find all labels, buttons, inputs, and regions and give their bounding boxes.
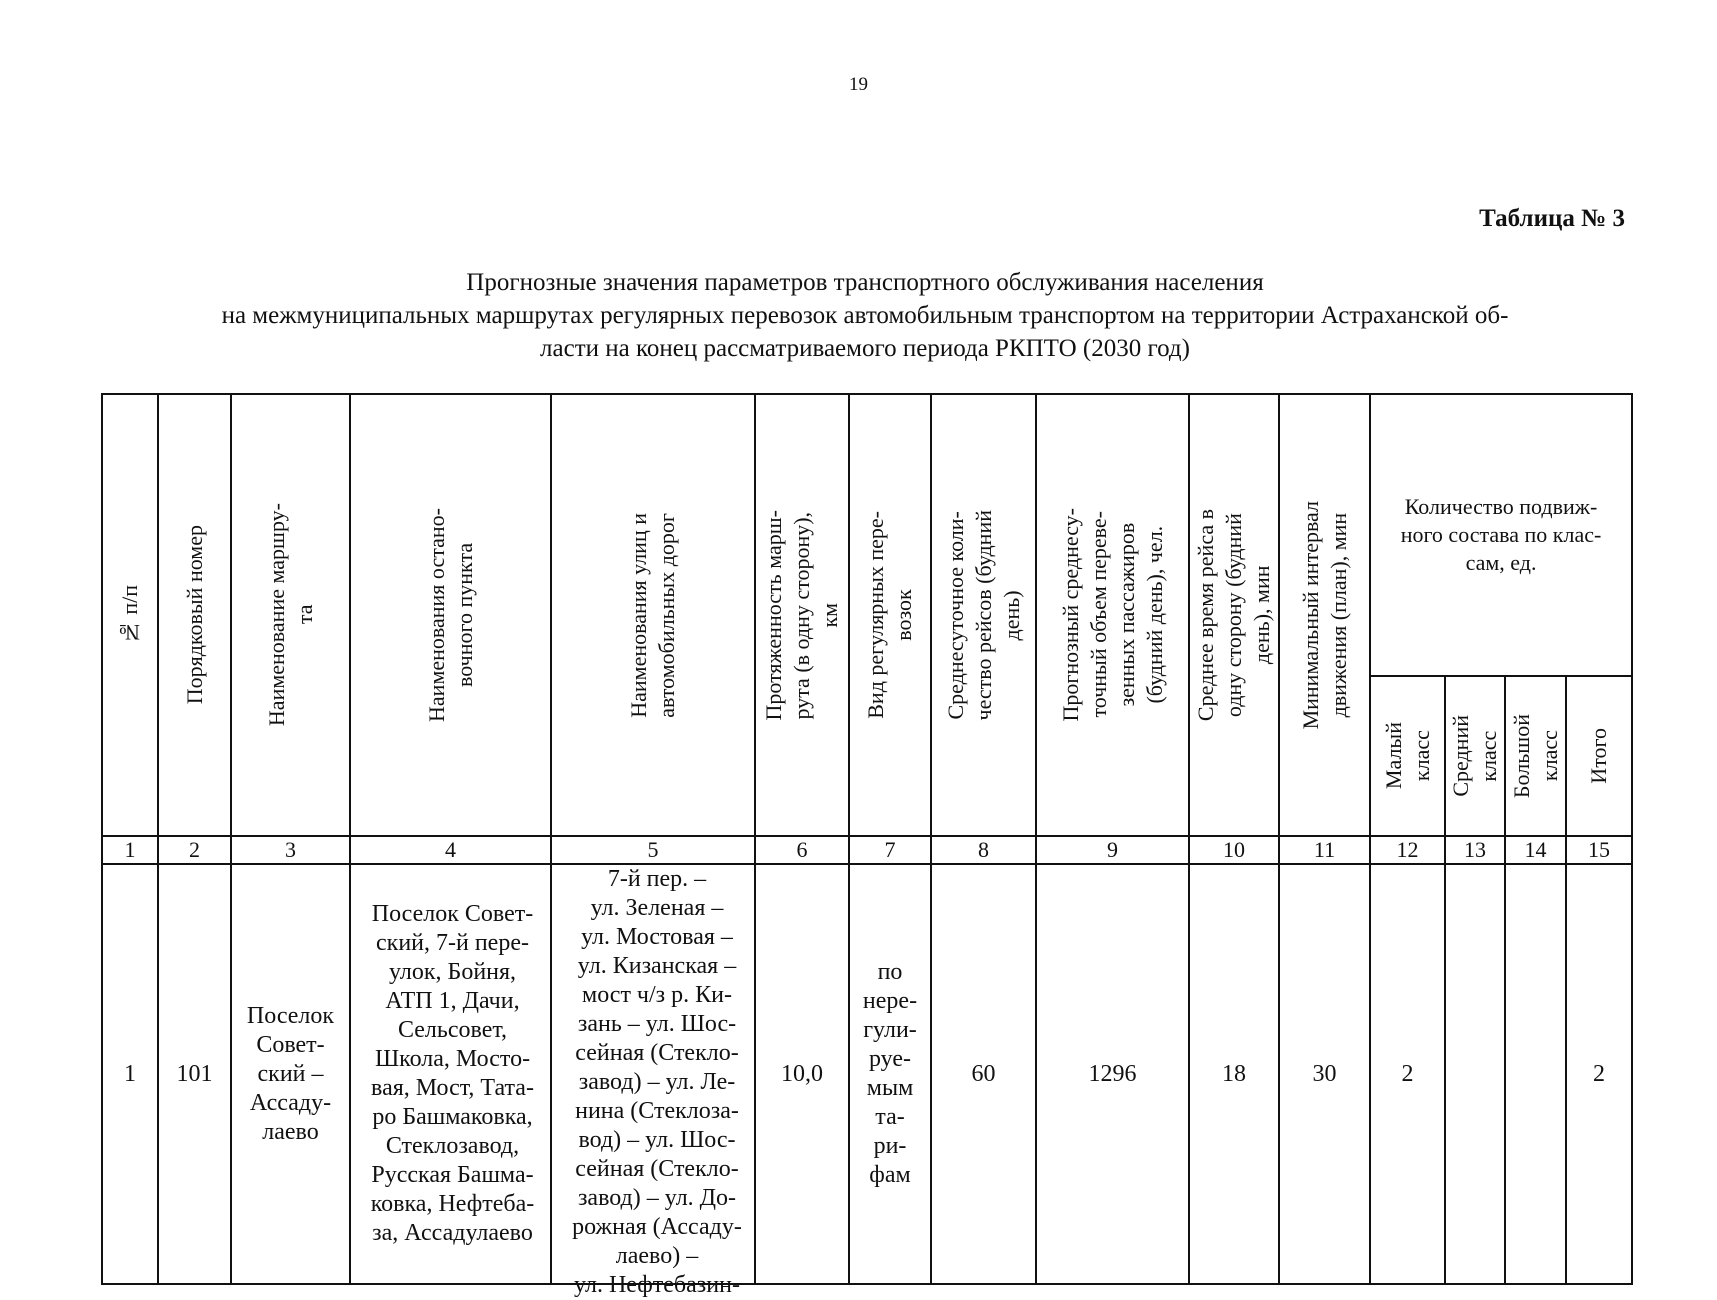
header-cell-transport-type: Вид регулярных пере- возок (849, 394, 931, 836)
column-number: 11 (1279, 836, 1370, 864)
cell-medium-class (1445, 864, 1505, 1284)
column-number: 14 (1505, 836, 1566, 864)
cell-daily-trips: 60 (931, 864, 1036, 1284)
header-cell-trip-time: Среднее время рейса в одну сторону (будний день), мин (1189, 394, 1279, 836)
cell-street-names: 7-й пер. – ул. Зеленая – ул. Мостовая – ул. Кизанская – мост ч/з р. Ки- зань – ул. Шос- сейная (Стекло- завод) – ул. Ле- нина (Стеклоза- вод) – ул. Шос- сейная (Стекло- завод) – ул. До- рожная (Ассаду- лаево) – ул. Нефтебазин- (551, 864, 755, 1284)
column-number: 9 (1036, 836, 1189, 864)
cell-min-interval: 30 (1279, 864, 1370, 1284)
column-number: 13 (1445, 836, 1505, 864)
column-number: 8 (931, 836, 1036, 864)
column-number: 1 (102, 836, 158, 864)
table-row (102, 864, 1632, 1284)
cell-total: 2 (1566, 864, 1632, 1284)
header-cell-fleet-group: Количество подвиж- ного состава по клас- сам, ед. (1370, 394, 1632, 676)
column-number-row (102, 836, 1632, 864)
header-row (102, 394, 1632, 676)
header-cell-route-name: Наименование маршру- та (231, 394, 350, 836)
column-number: 5 (551, 836, 755, 864)
cell-route-name: Поселок Совет- ский – Ассаду- лаево (231, 864, 350, 1284)
column-number: 6 (755, 836, 849, 864)
header-cell-street-names: Наименования улиц и автомобильных дорог (551, 394, 755, 836)
table-label: Таблица № 3 (1479, 205, 1625, 232)
title-line-1: Прогнозные значения параметров транспортного обслуживания населения (466, 269, 1264, 296)
header-cell-medium-class: Средний класс (1445, 676, 1505, 836)
title-line-2: на межмуниципальных маршрутах регулярных перевозок автомобильным транспортом на территории Астраханской об- (221, 302, 1509, 329)
column-number: 3 (231, 836, 350, 864)
cell-small-class: 2 (1370, 864, 1445, 1284)
forecast-table (101, 393, 1633, 1298)
cell-stop-names: Поселок Совет- ский, 7-й пере- улок, Бойня, АТП 1, Дачи, Сельсовет, Школа, Мосто- вая, Мост, Тата- ро Башмаковка, Стеклозавод, Русская Башма- ковка, Нефтеба- за, Ассадулаево (350, 864, 551, 1284)
cell-row-number: 1 (102, 864, 158, 1284)
header-cell-row-number: № п/п (102, 394, 158, 836)
cell-transport-type: по нере- гули- руе- мым та- ри- фам (849, 864, 931, 1284)
header-cell-large-class: Большой класс (1505, 676, 1566, 836)
cell-route-length: 10,0 (755, 864, 849, 1284)
document-title (105, 266, 1625, 365)
header-cell-daily-trips: Среднесуточное коли- чество рейсов (будний день) (931, 394, 1036, 836)
header-cell-min-interval: Минимальный интервал движения (план), мин (1279, 394, 1370, 836)
cell-sequence-number: 101 (158, 864, 231, 1284)
header-cell-sequence-number: Порядковый номер (158, 394, 231, 836)
column-number: 15 (1566, 836, 1632, 864)
page-number: 19 (849, 74, 868, 95)
header-cell-total: Итого (1566, 676, 1632, 836)
title-line-3: ласти на конец рассматриваемого периода РКПТО (2030 год) (540, 335, 1190, 362)
header-cell-passenger-volume: Прогнозный среднесу- точный объем переве- зенных пассажиров (будний день), чел. (1036, 394, 1189, 836)
header-cell-stop-names: Наименования остано- вочного пункта (350, 394, 551, 836)
header-cell-small-class: Малый класс (1370, 676, 1445, 836)
header-cell-route-length: Протяженность марш- рута (в одну сторону), км (755, 394, 849, 836)
column-number: 7 (849, 836, 931, 864)
cell-passenger-volume: 1296 (1036, 864, 1189, 1284)
cell-large-class (1505, 864, 1566, 1284)
column-number: 12 (1370, 836, 1445, 864)
cell-trip-time: 18 (1189, 864, 1279, 1284)
column-number: 2 (158, 836, 231, 864)
column-number: 4 (350, 836, 551, 864)
column-number: 10 (1189, 836, 1279, 864)
